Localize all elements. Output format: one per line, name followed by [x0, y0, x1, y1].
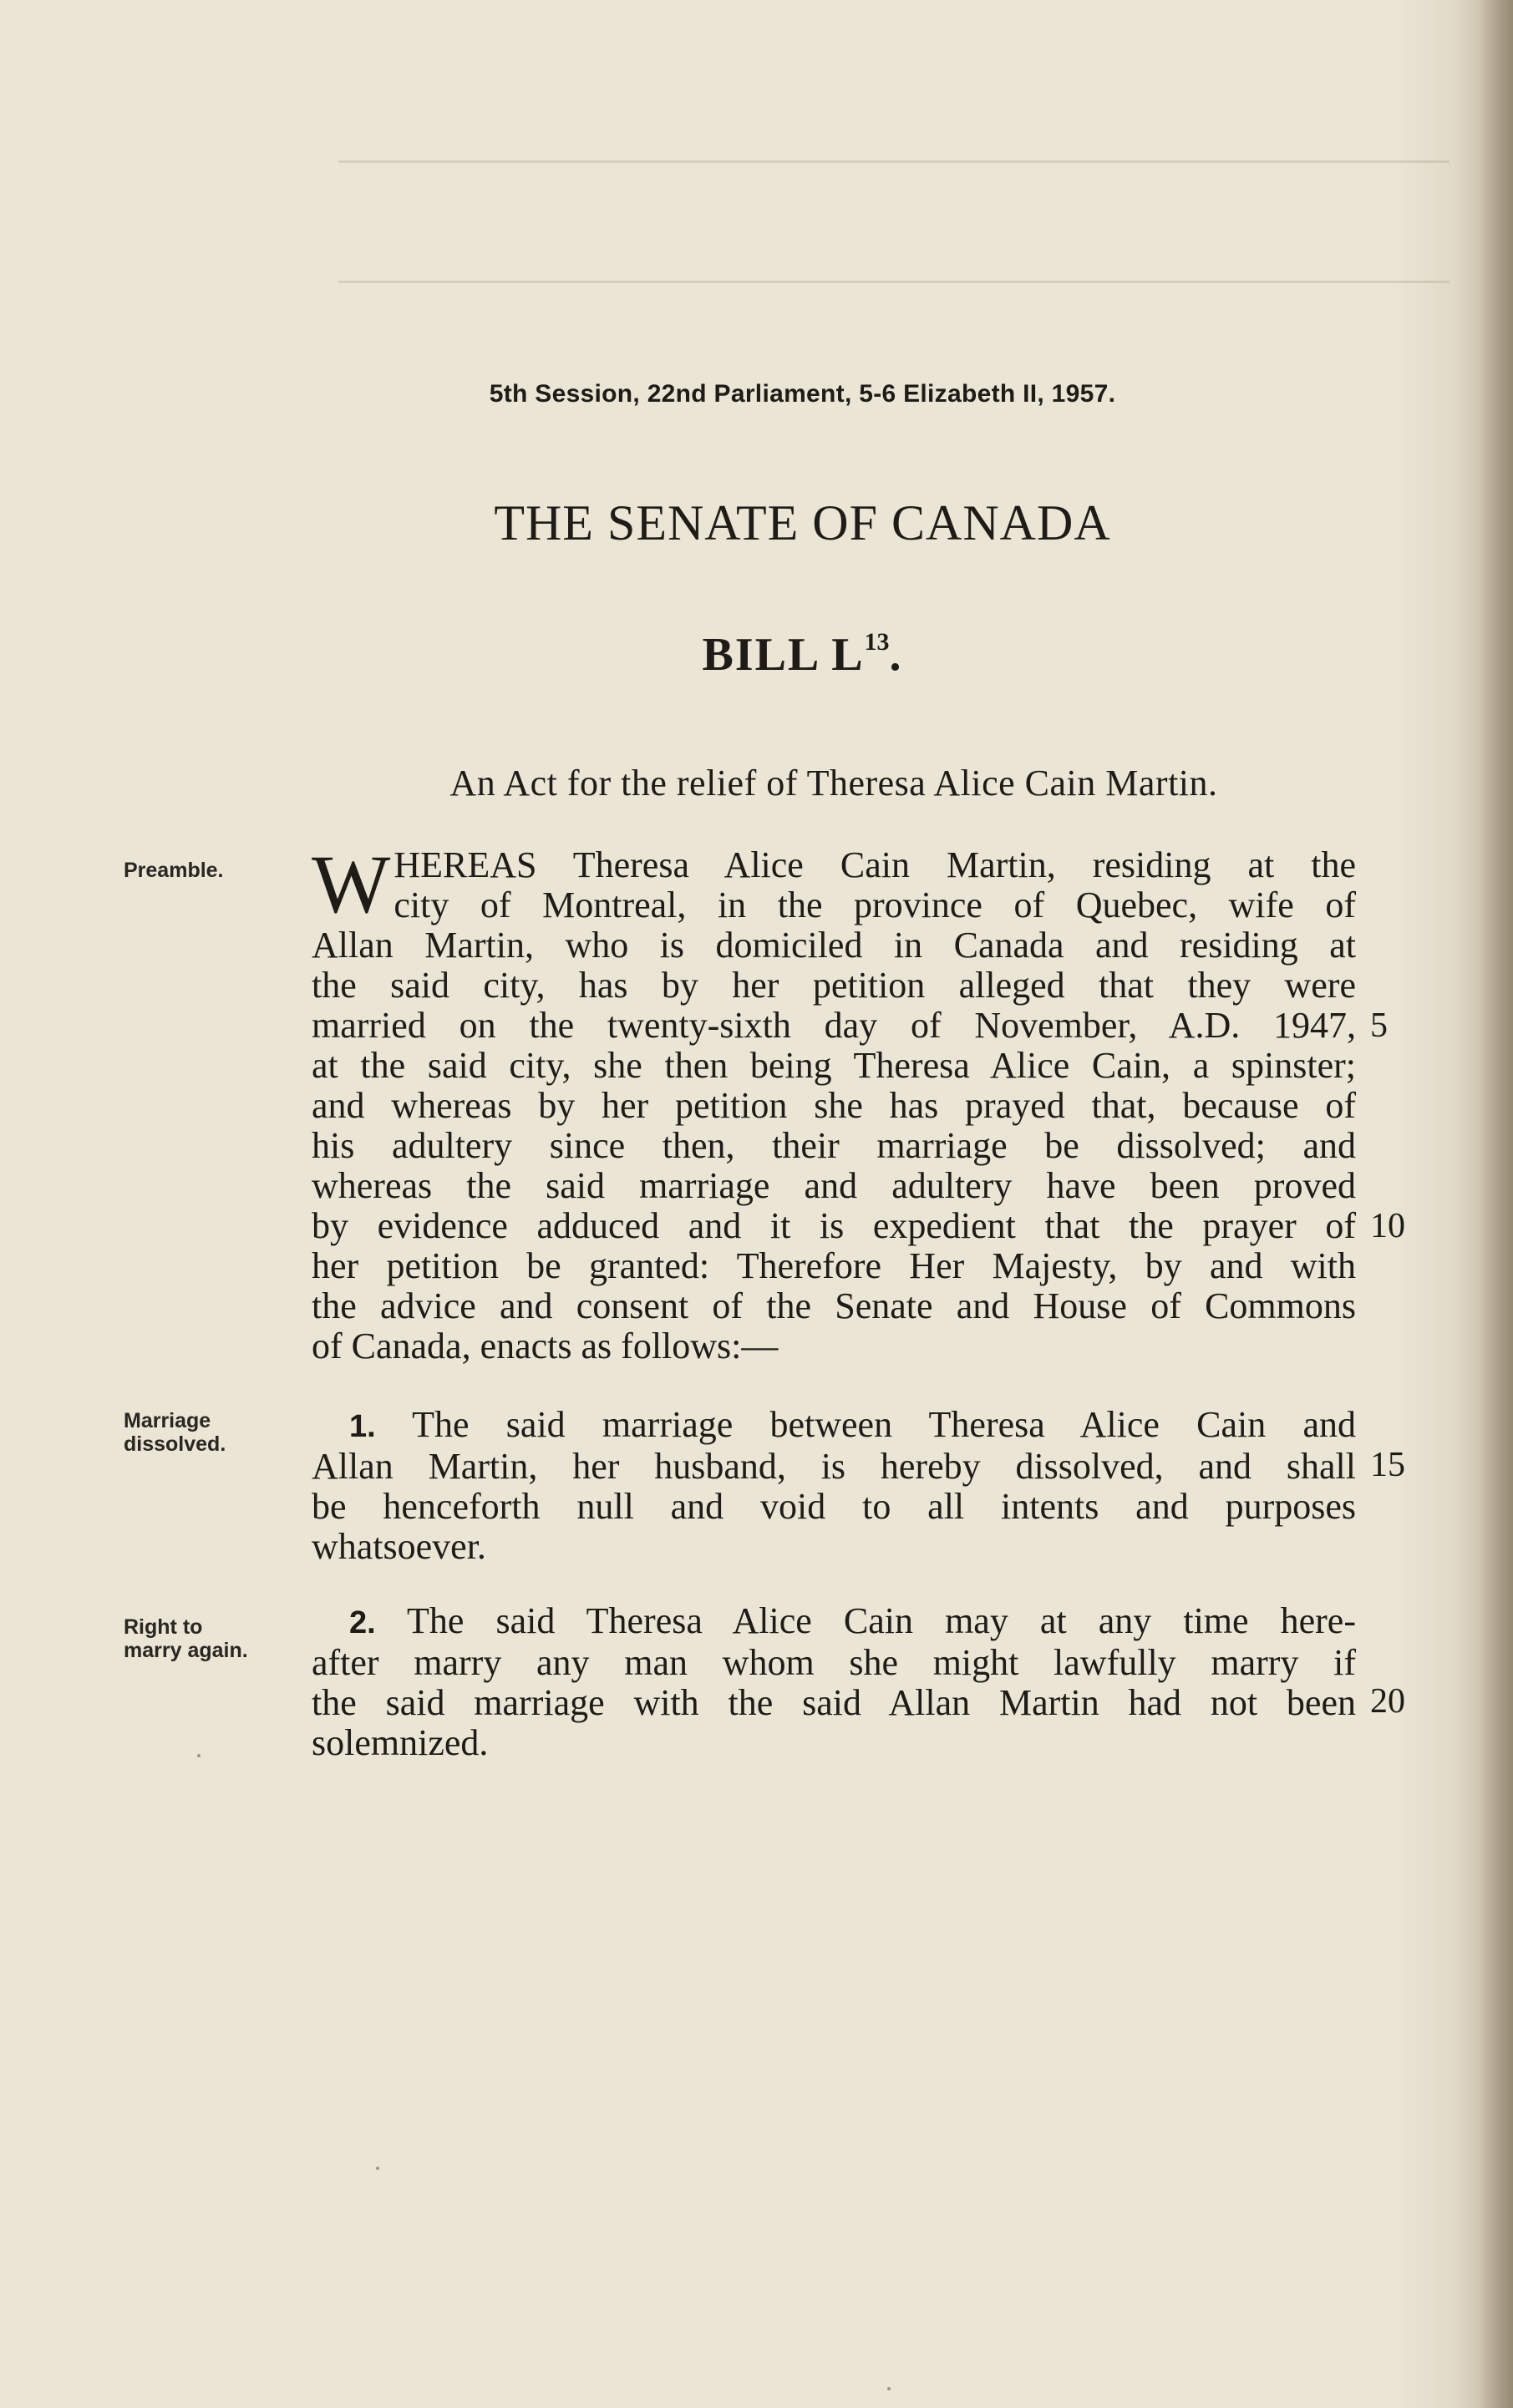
- section-1-first-line: [312, 1405, 1356, 1447]
- bill-suffix: .: [889, 629, 903, 681]
- page-edge-shadow: [1478, 0, 1513, 2408]
- show-through-rule-bottom: [338, 281, 1450, 283]
- line-number-20: 20: [1370, 1682, 1405, 1721]
- section-1-number: 1.: [349, 1409, 376, 1444]
- preamble-line: city of Montreal, in the province of Quebec, wife of: [393, 885, 1356, 925]
- section-1: [312, 1405, 1356, 1567]
- section-2-line: The said Theresa Alice Cain may at any time here-: [407, 1600, 1356, 1641]
- section-2: [312, 1601, 1356, 1763]
- preamble-line: whereas the said marriage and adultery have been proved: [312, 1165, 1356, 1206]
- margin-note-line: marry again.: [124, 1639, 248, 1662]
- paper-speck: [376, 2167, 379, 2170]
- margin-note-preamble: Preamble.: [124, 859, 224, 882]
- line-number-5: 5: [1370, 1006, 1388, 1045]
- preamble-line: and whereas by her petition she has prayed that, because of: [312, 1085, 1356, 1126]
- show-through-rule-top: [338, 160, 1450, 163]
- bill-prefix: BILL L: [702, 629, 865, 681]
- section-1-line: Allan Martin, her husband, is hereby dissolved, and shall: [312, 1446, 1356, 1487]
- margin-note-line: dissolved.: [124, 1432, 226, 1456]
- document-title: THE SENATE OF CANADA: [494, 495, 1111, 550]
- margin-note-right-to-marry: [124, 1615, 248, 1662]
- section-2-line: after marry any man whom she might lawfully marry if: [312, 1642, 1356, 1683]
- line-number-15: 15: [1370, 1446, 1405, 1484]
- preamble-line: his adultery since then, their marriage be dissolved; and: [312, 1125, 1356, 1166]
- preamble-line: married on the twenty-sixth day of November, A.D. 1947,: [312, 1005, 1356, 1046]
- margin-note-line: Right to: [124, 1615, 203, 1639]
- section-2-number: 2.: [349, 1605, 376, 1640]
- section-1-line: whatsoever.: [312, 1526, 486, 1567]
- section-2-first-line: [312, 1601, 1356, 1643]
- preamble-paragraph: [312, 838, 1356, 1366]
- preamble-line: her petition be granted: Therefore Her Majesty, by and with: [312, 1245, 1356, 1286]
- section-2-line: solemnized.: [312, 1722, 489, 1763]
- preamble-line: of Canada, enacts as follows:—: [312, 1326, 779, 1366]
- dropcap: W: [312, 838, 391, 930]
- section-2-line: the said marriage with the said Allan Martin had not been: [312, 1682, 1356, 1723]
- bill-superscript: 13: [864, 628, 890, 656]
- preamble-line: by evidence adduced and it is expedient that the prayer of: [312, 1205, 1356, 1246]
- section-1-line: The said marriage between Theresa Alice Cain and: [412, 1404, 1356, 1445]
- preamble-line: at the said city, she then being Theresa Alice Cain, a spinster;: [312, 1045, 1356, 1086]
- section-1-line: be henceforth null and void to all intents and purposes: [312, 1486, 1356, 1527]
- preamble-line: the said city, has by her petition alleged that they were: [312, 965, 1356, 1006]
- preamble-line: HEREAS Theresa Alice Cain Martin, residing at the: [393, 844, 1356, 885]
- paper-speck: [887, 2387, 891, 2390]
- preamble-line: the advice and consent of the Senate and House of Commons: [312, 1285, 1356, 1326]
- paper-speck: [197, 1754, 201, 1757]
- margin-note-line: Marriage: [124, 1409, 211, 1432]
- session-header: 5th Session, 22nd Parliament, 5-6 Elizabeth II, 1957.: [489, 380, 1116, 408]
- preamble-line: Allan Martin, who is domiciled in Canada and residing at: [312, 925, 1356, 966]
- line-number-10: 10: [1370, 1207, 1405, 1245]
- act-title: An Act for the relief of Theresa Alice Cain Martin.: [449, 763, 1218, 804]
- bill-number: [0, 628, 1513, 682]
- margin-note-marriage-dissolved: [124, 1409, 226, 1456]
